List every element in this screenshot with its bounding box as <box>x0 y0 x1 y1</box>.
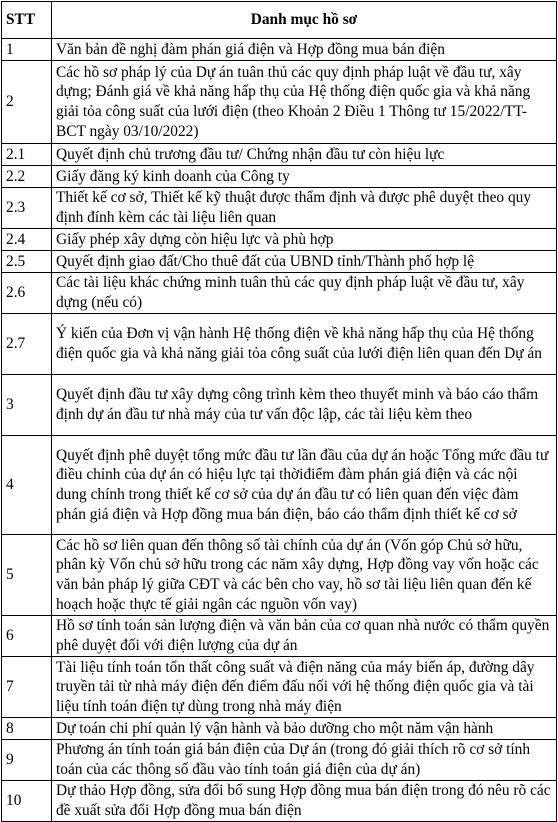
table-row <box>2 375 557 436</box>
table-row <box>2 314 557 375</box>
row-number: 2.4 <box>2 229 52 251</box>
row-number: 2.3 <box>2 188 52 229</box>
row-number: 10 <box>2 781 52 822</box>
row-number: 7 <box>2 657 52 718</box>
header-stt: STT <box>2 2 52 39</box>
table-row <box>2 436 557 535</box>
table-row <box>2 229 557 251</box>
row-description: Giấy đăng ký kinh doanh của Công ty <box>51 166 556 188</box>
row-description: Ý kiến của Đơn vị vận hành Hệ thống điện về khả năng hấp thụ của Hệ thống điện quốc gia và khả năng giải tỏa công suất của lưới điện liên quan đến Dự án <box>51 314 556 375</box>
table-row <box>2 144 557 166</box>
row-number: 2.7 <box>2 314 52 375</box>
table-row <box>2 61 557 144</box>
row-number: 2.1 <box>2 144 52 166</box>
row-number: 2.6 <box>2 273 52 314</box>
row-description: Dự toán chi phí quản lý vận hành và bảo dưỡng cho một năm vận hành <box>51 718 556 740</box>
row-number: 6 <box>2 616 52 657</box>
row-number: 3 <box>2 375 52 436</box>
table-row <box>2 781 557 822</box>
row-number: 2.5 <box>2 251 52 273</box>
header-title: Danh mục hồ sơ <box>51 2 556 39</box>
table-row <box>2 251 557 273</box>
row-number: 4 <box>2 436 52 535</box>
row-description: Quyết định đầu tư xây dựng công trình kèm theo thuyết minh và báo cáo thẩm định dự án đầu tư nhà máy của tư vấn độc lập, các tài liệu kèm theo <box>51 375 556 436</box>
row-number: 8 <box>2 718 52 740</box>
row-number: 5 <box>2 535 52 616</box>
row-number: 9 <box>2 740 52 781</box>
table-row <box>2 657 557 718</box>
table-row <box>2 273 557 314</box>
row-description: Các hồ sơ pháp lý của Dự án tuân thủ các quy định pháp luật về đầu tư, xây dựng; Đánh giá về khả năng hấp thụ của Hệ thống điện quốc gia và khả năng giải tỏa công suất của lưới điện (theo Khoản 2 Điều 1 Thông tư 15/2022/TT-BCT ngày 03/10/2022) <box>51 61 556 144</box>
row-description: Quyết định chủ trương đầu tư/ Chứng nhận đầu tư còn hiệu lực <box>51 144 556 166</box>
row-description: Văn bản đề nghị đàm phán giá điện và Hợp đồng mua bán điện <box>51 39 556 61</box>
row-description: Phương án tính toán giá bán điện của Dự án (trong đó giải thích rõ cơ sở tính toán của các thông số đầu vào tính toán giá điện của dự án) <box>51 740 556 781</box>
row-number: 2 <box>2 61 52 144</box>
document-list-table <box>1 1 557 822</box>
row-description: Thiết kế cơ sở, Thiết kế kỹ thuật được thẩm định và được phê duyệt theo quy định đính kèm các tài liệu liên quan <box>51 188 556 229</box>
table-row <box>2 740 557 781</box>
table-row <box>2 166 557 188</box>
row-description: Hồ sơ tính toán sản lượng điện và văn bản của cơ quan nhà nước có thẩm quyền phê duyệt đối với điện lượng của dự án <box>51 616 556 657</box>
row-description: Dự thảo Hợp đồng, sửa đổi bổ sung Hợp đồng mua bán điện trong đó nêu rõ các đề xuất sửa đổi Hợp đồng mua bán điện <box>51 781 556 822</box>
table-row <box>2 188 557 229</box>
row-number: 1 <box>2 39 52 61</box>
row-number: 2.2 <box>2 166 52 188</box>
table-row <box>2 535 557 616</box>
row-description: Quyết định giao đất/Cho thuê đất của UBND tỉnh/Thành phố hợp lệ <box>51 251 556 273</box>
row-description: Quyết định phê duyệt tổng mức đầu tư lần đầu của dự án hoặc Tổng mức đầu tư điều chỉnh của dự án có hiệu lực tại thờiđiểm đàm phán giá điện và các nội dung chính trong thiết kế cơ sở của dự án đầu tư có liên quan đến việc đàm phán giá điện và Hợp đồng mua bán điện, báo cáo thẩm định thiết kế cơ sở <box>51 436 556 535</box>
table-row <box>2 39 557 61</box>
table-row <box>2 718 557 740</box>
row-description: Các hồ sơ liên quan đến thông số tài chính của dự án (Vốn góp Chủ sở hữu, phân kỳ Vốn chủ sở hữu trong các năm xây dựng, Hợp đồng vay vốn hoặc các văn bản pháp lý giữa CĐT và các bên cho vay, hồ sơ tài liệu liên quan đến kế hoạch hoặc thực tế giải ngân các nguồn vốn vay) <box>51 535 556 616</box>
row-description: Tài liệu tính toán tổn thất công suất và điện năng của máy biến áp, đường dây truyền tải từ nhà máy điện đến điểm đấu nối với hệ thống điện quốc gia và tài liệu tính toán điện tự dùng trong nhà máy điện <box>51 657 556 718</box>
row-description: Giấy phép xây dựng còn hiệu lực và phù hợp <box>51 229 556 251</box>
row-description: Các tài liệu khác chứng minh tuân thủ các quy định pháp luật về đầu tư, xây dựng (nếu có) <box>51 273 556 314</box>
table-header-row <box>2 2 557 39</box>
table-row <box>2 616 557 657</box>
